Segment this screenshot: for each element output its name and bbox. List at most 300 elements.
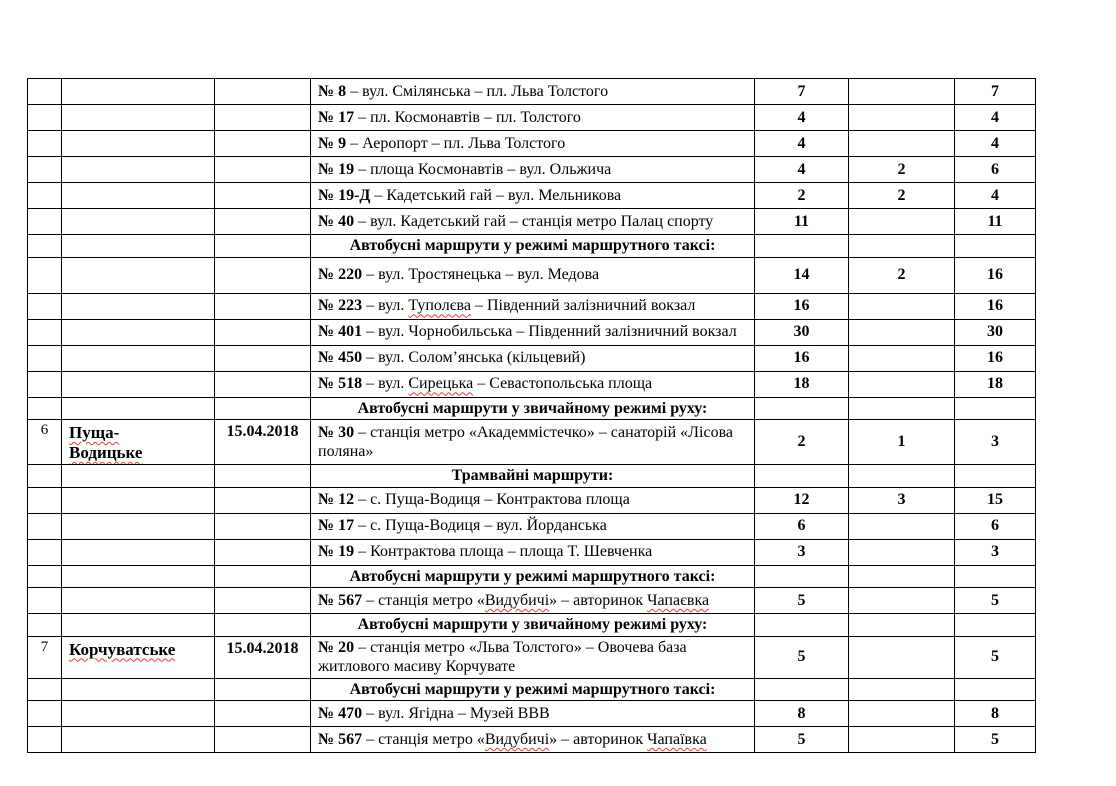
route-cell[interactable]	[311, 371, 755, 397]
date-cell[interactable]	[215, 319, 311, 345]
section-header-cell[interactable]	[311, 397, 755, 420]
value-cell[interactable]	[755, 678, 849, 701]
route-text: – Контрактова площа – площа Т. Шевченка	[354, 543, 653, 561]
value-text: 4	[991, 134, 999, 152]
value-text: 6	[991, 160, 999, 178]
route-cell[interactable]	[311, 636, 755, 678]
value-cell[interactable]	[955, 701, 1036, 727]
value-cell[interactable]	[755, 539, 849, 565]
value-cell[interactable]	[955, 319, 1036, 345]
row-number-cell[interactable]	[28, 157, 62, 183]
value-text: 18	[987, 375, 1003, 393]
value-cell[interactable]	[849, 105, 955, 131]
value-text: 8	[797, 704, 806, 722]
date-cell[interactable]	[215, 105, 311, 131]
settlement-cell[interactable]	[62, 345, 215, 371]
row-number-cell[interactable]	[28, 465, 62, 488]
value-text: 16	[793, 297, 810, 315]
route-row	[28, 157, 1036, 183]
route-cell[interactable]	[311, 513, 755, 539]
route-number: № 9	[318, 134, 347, 152]
section-header-row	[28, 678, 1036, 701]
value-cell[interactable]	[849, 420, 955, 465]
route-number: № 223	[318, 297, 363, 315]
value-cell[interactable]	[955, 235, 1036, 258]
route-text: – Кадетський гай – вул. Мельникова	[370, 186, 622, 204]
route-row	[28, 319, 1036, 345]
date-cell[interactable]	[215, 157, 311, 183]
value-cell[interactable]	[955, 397, 1036, 420]
route-cell[interactable]	[311, 257, 755, 293]
route-row	[28, 105, 1036, 131]
value-cell[interactable]	[955, 209, 1036, 235]
value-cell[interactable]	[849, 235, 955, 258]
section-header-cell[interactable]	[311, 614, 755, 637]
row-number: 6	[40, 422, 49, 439]
value-text: 1	[897, 433, 906, 451]
value-text: 6	[797, 517, 806, 535]
route-number: № 20	[318, 638, 355, 656]
row-number-cell[interactable]	[28, 727, 62, 753]
row-number-cell[interactable]	[28, 588, 62, 614]
route-number: № 40	[318, 212, 355, 230]
route-row	[28, 727, 1036, 753]
value-cell[interactable]	[755, 614, 849, 637]
value-text: 7	[797, 82, 806, 100]
settlement-cell[interactable]	[62, 420, 215, 465]
value-cell[interactable]	[755, 105, 849, 131]
route-text: – вул. Ягідна – Музей ВВВ	[362, 704, 550, 722]
settlement-cell[interactable]	[62, 257, 215, 293]
value-text: 4	[991, 108, 999, 126]
row-number-cell[interactable]	[28, 614, 62, 637]
route-text: – Аеропорт – пл. Льва Толстого	[346, 134, 566, 152]
settlement-cell[interactable]	[62, 131, 215, 157]
settlement-cell[interactable]	[62, 565, 215, 588]
value-cell[interactable]	[849, 371, 955, 397]
value-text: 2	[897, 266, 906, 284]
route-number: № 401	[318, 323, 363, 341]
value-text: 5	[797, 591, 806, 609]
route-row	[28, 371, 1036, 397]
value-text: 3	[991, 543, 999, 561]
value-cell[interactable]	[955, 131, 1036, 157]
value-cell[interactable]	[755, 636, 849, 678]
settlement-cell[interactable]	[62, 701, 215, 727]
value-cell[interactable]	[755, 157, 849, 183]
route-row	[28, 513, 1036, 539]
date-cell[interactable]	[215, 487, 311, 513]
value-cell[interactable]	[849, 636, 955, 678]
route-text: – с. Пуща-Водиця – вул. Йорданська	[354, 517, 607, 535]
misspelled-word: Туполєва	[408, 297, 471, 315]
date-cell[interactable]	[215, 397, 311, 420]
value-text: 2	[797, 186, 806, 204]
value-cell[interactable]	[955, 257, 1036, 293]
section-header-row	[28, 565, 1036, 588]
value-text: 4	[797, 160, 806, 178]
date-cell[interactable]	[215, 293, 311, 319]
settlement-name: Водицьке	[69, 443, 143, 463]
route-text: – вул.	[362, 297, 409, 315]
value-cell[interactable]	[849, 293, 955, 319]
value-cell[interactable]	[955, 371, 1036, 397]
route-row	[28, 183, 1036, 209]
section-header-cell[interactable]	[311, 678, 755, 701]
value-cell[interactable]	[955, 636, 1036, 678]
date-cell[interactable]	[215, 131, 311, 157]
date-cell[interactable]	[215, 513, 311, 539]
settlement-cell[interactable]	[62, 727, 215, 753]
value-cell[interactable]	[755, 397, 849, 420]
value-cell[interactable]	[849, 345, 955, 371]
route-text: – вул. Кадетський гай – станція метро Палац спорту	[354, 212, 714, 230]
settlement-cell[interactable]	[62, 588, 215, 614]
settlement-cell[interactable]	[62, 636, 215, 678]
value-cell[interactable]	[849, 209, 955, 235]
date-cell[interactable]	[215, 465, 311, 488]
route-cell[interactable]	[311, 293, 755, 319]
row-number-cell[interactable]	[28, 701, 62, 727]
value-cell[interactable]	[849, 79, 955, 105]
row-number-cell[interactable]	[28, 420, 62, 465]
value-cell[interactable]	[849, 588, 955, 614]
settlement-cell[interactable]	[62, 678, 215, 701]
value-cell[interactable]	[955, 345, 1036, 371]
route-number: № 450	[318, 349, 363, 367]
value-cell[interactable]	[755, 235, 849, 258]
date-cell[interactable]	[215, 235, 311, 258]
route-cell[interactable]	[311, 588, 755, 614]
row-number-cell[interactable]	[28, 319, 62, 345]
value-text: 5	[991, 730, 999, 748]
route-row	[28, 487, 1036, 513]
date-cell[interactable]	[215, 614, 311, 637]
route-cell[interactable]	[311, 539, 755, 565]
value-cell[interactable]	[849, 257, 955, 293]
row-number-cell[interactable]	[28, 487, 62, 513]
value-cell[interactable]	[849, 157, 955, 183]
route-row	[28, 345, 1036, 371]
routes-schedule-table	[27, 78, 1036, 753]
date-value: 15.04.2018	[226, 423, 299, 441]
settlement-cell[interactable]	[62, 209, 215, 235]
route-text: – вул.	[362, 375, 409, 393]
section-header-cell[interactable]	[311, 565, 755, 588]
value-cell[interactable]	[955, 588, 1036, 614]
row-number-cell[interactable]	[28, 371, 62, 397]
value-cell[interactable]	[955, 465, 1036, 488]
value-cell[interactable]	[955, 727, 1036, 753]
value-cell[interactable]	[755, 371, 849, 397]
settlement-name: Пуща-	[69, 423, 120, 443]
route-cell[interactable]	[311, 105, 755, 131]
misspelled-word: Видубичі	[484, 730, 550, 748]
route-row	[28, 588, 1036, 614]
routes-table-body	[28, 79, 1036, 753]
date-cell[interactable]	[215, 565, 311, 588]
row-number-cell[interactable]	[28, 345, 62, 371]
value-cell[interactable]	[755, 487, 849, 513]
value-cell[interactable]	[755, 701, 849, 727]
route-cell[interactable]	[311, 345, 755, 371]
section-header-label: Автобусні маршрути у режимі маршрутного таксі:	[349, 567, 716, 585]
settlement-cell[interactable]	[62, 397, 215, 420]
value-cell[interactable]	[955, 539, 1036, 565]
date-cell[interactable]	[215, 701, 311, 727]
settlement-name: Корчуватське	[69, 639, 176, 659]
settlement-cell[interactable]	[62, 293, 215, 319]
date-cell[interactable]	[215, 420, 311, 465]
route-number: № 567	[318, 591, 363, 609]
route-cell[interactable]	[311, 319, 755, 345]
value-cell[interactable]	[955, 183, 1036, 209]
value-text: 2	[797, 433, 806, 451]
settlement-cell[interactable]	[62, 183, 215, 209]
route-row	[28, 701, 1036, 727]
value-cell[interactable]	[849, 397, 955, 420]
row-number-cell[interactable]	[28, 235, 62, 258]
route-text: – вул. Смілянська – пл. Льва Толстого	[346, 82, 609, 100]
settlement-cell[interactable]	[62, 105, 215, 131]
value-cell[interactable]	[849, 565, 955, 588]
settlement-cell[interactable]	[62, 513, 215, 539]
value-cell[interactable]	[755, 727, 849, 753]
route-cell[interactable]	[311, 183, 755, 209]
row-number-cell[interactable]	[28, 105, 62, 131]
section-header-label: Автобусні маршрути у режимі маршрутного таксі:	[349, 237, 716, 254]
route-text: – вул. Чорнобильська – Південний залізничний вокзал	[362, 323, 737, 341]
route-row	[28, 79, 1036, 105]
route-number: № 220	[318, 266, 363, 284]
row-number-cell[interactable]	[28, 513, 62, 539]
section-header-label: Автобусні маршрути у звичайному режимі руху:	[357, 399, 708, 417]
route-text: – станція метро «Академмістечко» – санаторій «Лісова поляна»	[318, 423, 734, 461]
value-text: 16	[987, 349, 1003, 367]
value-cell[interactable]	[955, 487, 1036, 513]
route-text: – вул. Тростянецька – вул. Медова	[362, 266, 600, 284]
value-cell[interactable]	[955, 105, 1036, 131]
date-cell[interactable]	[215, 371, 311, 397]
route-cell[interactable]	[311, 487, 755, 513]
route-cell[interactable]	[311, 209, 755, 235]
value-cell[interactable]	[849, 183, 955, 209]
date-cell[interactable]	[215, 79, 311, 105]
row-number-cell[interactable]	[28, 79, 62, 105]
route-text: » – авторинок	[549, 591, 648, 609]
value-cell[interactable]	[849, 678, 955, 701]
value-cell[interactable]	[955, 614, 1036, 637]
settlement-cell[interactable]	[62, 371, 215, 397]
row-number-cell[interactable]	[28, 678, 62, 701]
row-number-cell[interactable]	[28, 209, 62, 235]
value-cell[interactable]	[755, 293, 849, 319]
route-text: – пл. Космонавтів – пл. Толстого	[354, 108, 581, 126]
value-cell[interactable]	[755, 131, 849, 157]
row-number-cell[interactable]	[28, 636, 62, 678]
date-cell[interactable]	[215, 588, 311, 614]
value-text: 30	[793, 323, 810, 341]
value-cell[interactable]	[955, 420, 1036, 465]
misspelled-word: Чапаєвка	[647, 591, 710, 609]
route-number: № 19-Д	[318, 186, 371, 204]
value-cell[interactable]	[955, 678, 1036, 701]
misspelled-word: Видубичі	[484, 591, 550, 609]
value-text: 8	[991, 704, 999, 722]
date-cell[interactable]	[215, 636, 311, 678]
value-text: 11	[987, 212, 1003, 230]
value-cell[interactable]	[755, 257, 849, 293]
value-cell[interactable]	[755, 565, 849, 588]
route-cell[interactable]	[311, 157, 755, 183]
value-text: 3	[797, 543, 806, 561]
value-text: 3	[991, 433, 999, 451]
date-cell[interactable]	[215, 257, 311, 293]
route-row	[28, 539, 1036, 565]
route-text: – станція метро «	[362, 591, 485, 609]
row-number-cell[interactable]	[28, 183, 62, 209]
value-cell[interactable]	[849, 131, 955, 157]
route-number: № 470	[318, 704, 363, 722]
value-text: 2	[897, 160, 906, 178]
section-header-label: Автобусні маршрути у режимі маршрутного таксі:	[349, 680, 716, 698]
route-number: № 19	[318, 160, 355, 178]
value-text: 5	[797, 648, 806, 666]
value-cell[interactable]	[849, 465, 955, 488]
section-header-cell[interactable]	[311, 465, 755, 488]
row-number-cell[interactable]	[28, 257, 62, 293]
route-cell[interactable]	[311, 701, 755, 727]
row-number-cell[interactable]	[28, 293, 62, 319]
value-text: 4	[797, 134, 806, 152]
date-cell[interactable]	[215, 727, 311, 753]
value-text: 5	[991, 591, 999, 609]
route-cell[interactable]	[311, 420, 755, 465]
route-text: – с. Пуща-Водиця – Контрактова площа	[354, 491, 630, 509]
route-row	[28, 420, 1036, 465]
row-number-cell[interactable]	[28, 565, 62, 588]
value-text: 11	[793, 212, 810, 230]
route-number: № 19	[318, 543, 355, 561]
section-header-row	[28, 465, 1036, 488]
route-row	[28, 209, 1036, 235]
settlement-cell[interactable]	[62, 319, 215, 345]
date-cell[interactable]	[215, 345, 311, 371]
date-cell[interactable]	[215, 209, 311, 235]
date-cell[interactable]	[215, 539, 311, 565]
value-text: 16	[987, 266, 1003, 284]
route-number: № 518	[318, 375, 363, 393]
settlement-cell[interactable]	[62, 465, 215, 488]
value-text: 30	[987, 323, 1003, 341]
value-text: 16	[793, 349, 810, 367]
value-cell[interactable]	[955, 79, 1036, 105]
value-cell[interactable]	[755, 420, 849, 465]
route-text: » – авторинок	[549, 730, 648, 748]
value-cell[interactable]	[955, 565, 1036, 588]
value-text: 3	[897, 491, 906, 509]
value-text: 15	[987, 491, 1003, 509]
value-cell[interactable]	[849, 319, 955, 345]
value-cell[interactable]	[755, 588, 849, 614]
route-text: – вул. Солом’янська (кільцевий)	[362, 349, 586, 367]
row-number-cell[interactable]	[28, 131, 62, 157]
settlement-cell[interactable]	[62, 157, 215, 183]
value-cell[interactable]	[755, 345, 849, 371]
date-value: 15.04.2018	[226, 639, 299, 657]
value-text: 16	[987, 297, 1003, 315]
value-cell[interactable]	[755, 79, 849, 105]
route-cell[interactable]	[311, 131, 755, 157]
value-text: 2	[897, 186, 906, 204]
route-row	[28, 257, 1036, 293]
section-header-row	[28, 397, 1036, 420]
route-number: № 30	[318, 423, 355, 441]
section-header-label: Трамвайні маршрути:	[451, 467, 614, 485]
row-number-cell[interactable]	[28, 397, 62, 420]
settlement-cell[interactable]	[62, 79, 215, 105]
settlement-cell[interactable]	[62, 487, 215, 513]
value-cell[interactable]	[755, 209, 849, 235]
route-row	[28, 131, 1036, 157]
value-text: 6	[991, 517, 999, 535]
value-cell[interactable]	[755, 183, 849, 209]
date-cell[interactable]	[215, 678, 311, 701]
route-cell[interactable]	[311, 79, 755, 105]
section-header-label: Автобусні маршрути у звичайному режимі руху:	[357, 616, 708, 634]
settlement-cell[interactable]	[62, 614, 215, 637]
value-cell[interactable]	[955, 293, 1036, 319]
route-text: – станція метро «	[362, 730, 485, 748]
route-number: № 8	[318, 82, 347, 100]
section-header-cell[interactable]	[311, 235, 755, 258]
route-cell[interactable]	[311, 727, 755, 753]
value-cell[interactable]	[849, 614, 955, 637]
value-cell[interactable]	[755, 319, 849, 345]
value-cell[interactable]	[755, 513, 849, 539]
value-cell[interactable]	[849, 513, 955, 539]
value-cell[interactable]	[849, 539, 955, 565]
value-cell[interactable]	[955, 157, 1036, 183]
value-text: 14	[793, 266, 810, 284]
route-number: № 17	[318, 108, 355, 126]
value-text: 18	[793, 375, 810, 393]
misspelled-word: Сирецька	[408, 375, 474, 393]
route-number: № 17	[318, 517, 355, 535]
settlement-cell[interactable]	[62, 235, 215, 258]
value-cell[interactable]	[955, 513, 1036, 539]
row-number: 7	[40, 638, 49, 655]
value-text: 12	[793, 491, 810, 509]
value-cell[interactable]	[849, 727, 955, 753]
settlement-cell[interactable]	[62, 539, 215, 565]
value-cell[interactable]	[755, 465, 849, 488]
value-text: 7	[991, 82, 999, 100]
route-number: № 12	[318, 491, 355, 509]
misspelled-word: Чапаївка	[647, 730, 707, 748]
section-header-row	[28, 614, 1036, 637]
route-text: – площа Космонавтів – вул. Ольжича	[354, 160, 612, 178]
value-cell[interactable]	[849, 701, 955, 727]
value-cell[interactable]	[849, 487, 955, 513]
row-number-cell[interactable]	[28, 539, 62, 565]
date-cell[interactable]	[215, 183, 311, 209]
route-row	[28, 293, 1036, 319]
value-text: 4	[991, 186, 999, 204]
value-text: 4	[797, 108, 806, 126]
route-text: – станція метро «Льва Толстого» – Овочева база житлового масиву Корчувате	[318, 638, 687, 676]
route-row	[28, 636, 1036, 678]
